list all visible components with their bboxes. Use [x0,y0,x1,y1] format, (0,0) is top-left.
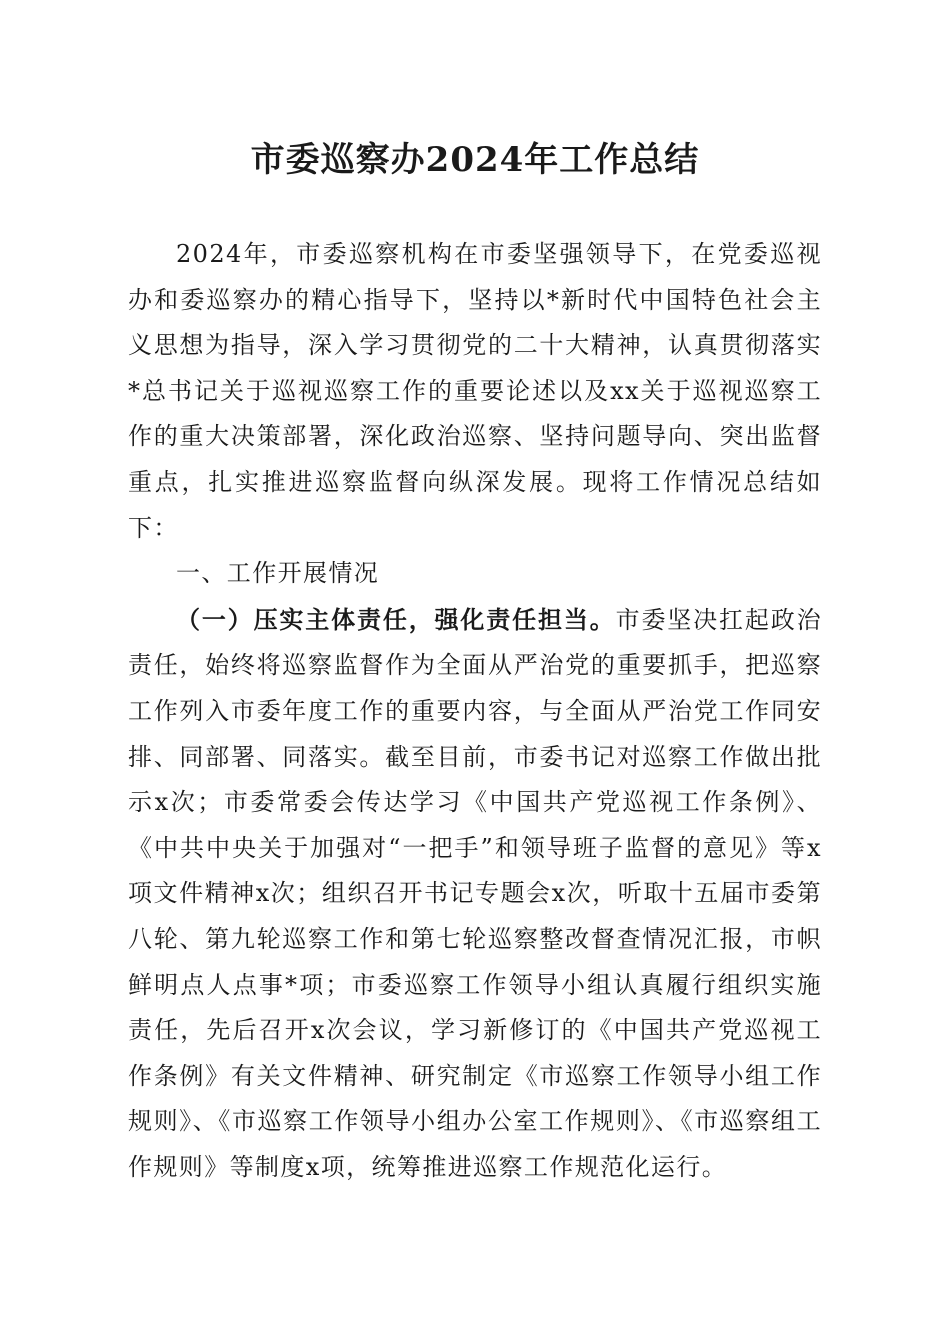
document-body [128,232,822,1190]
subsection-paragraph [128,597,822,1191]
section-heading: 一、工作开展情况 [176,559,380,588]
document-title: 市委巡察办2024年工作总结 [250,140,700,180]
subsection-body: 市委坚决扛起政治责任，始终将巡察监督作为全面从严治党的重要抓手，把巡察工作列入市委年度工作的重要内容，与全面从严治党工作同安排、同部署、同落实。截至目前，市委书记对巡察工作做出批示x次；市委常委会传达学习《中国共产党巡视工作条例》、《中共中央关于加强对“一把手”和领导班子监督的意见》等x项文件精神x次；组织召开书记专题会x次，听取十五届市委第八轮、第九轮巡察工作和第七轮巡察整改督查情况汇报，市帜鲜明点人点事*项；市委巡察工作领导小组认真履行组织实施责任，先后召开x次会议，学习新修订的《中国共产党巡视工作条例》有关文件精神、研究制定《市巡察工作领导小组工作规则》、《市巡察工作领导小组办公室工作规则》、《市巡察组工作规则》等制度x项，统筹推进巡察工作规范化运行。 [128,605,822,1181]
intro-paragraph: 2024年，市委巡察机构在市委坚强领导下，在党委巡视办和委巡察办的精心指导下，坚持以*新时代中国特色社会主义思想为指导，深入学习贯彻党的二十大精神，认真贯彻落实*总书记关于巡视巡察工作的重要论述以及xx关于巡视巡察工作的重大决策部署，深化政治巡察、坚持问题导向、突出监督重点，扎实推进巡察监督向纵深发展。现将工作情况总结如下： [128,240,822,542]
subsection-heading: （一）压实主体责任，强化责任担当。 [176,604,616,634]
